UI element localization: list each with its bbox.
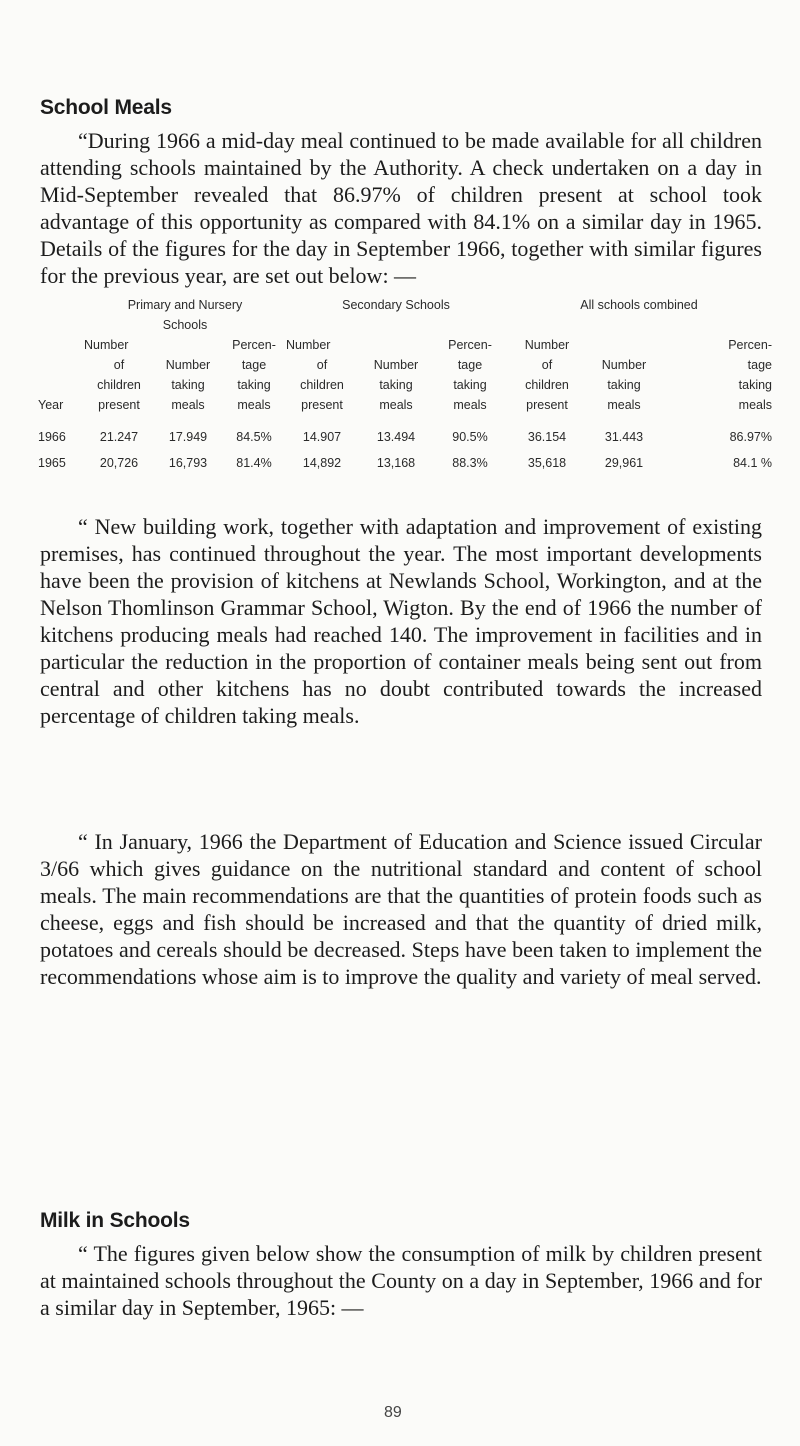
cell-primary-meals: 17.949 bbox=[168, 430, 208, 444]
school-meals-heading: School Meals bbox=[40, 96, 172, 119]
col-primary-percent-l4: meals bbox=[237, 398, 271, 412]
building-work-text: “ New building work, together with adaptation and improvement of existing premises, has continued throughout the year. The most important developments have been the provision of kitchens at Newlands School, Workington, and at the Nelson Thomlinson Grammar School, Wigton. By the end of 1966 the number of kitchens producing meals had reached 140. The improvement in facilities and in particular the reduction in the proportion of container meals being sent out from central and other kitchens has no doubt contributed towards the increased percentage of children taking meals. bbox=[40, 514, 762, 728]
cell-secondary-percent: 90.5% bbox=[452, 430, 488, 444]
milk-intro-text: “ The figures given below show the consumption of milk by children present at maintained schools throughout the County on a day in September, 1966 and for a similar day in September, 1965: — bbox=[40, 1241, 762, 1320]
cell-primary-children: 20,726 bbox=[99, 456, 139, 470]
col-secondary-percent: Percen- bbox=[448, 338, 492, 352]
col-all-percent-l3: taking bbox=[738, 378, 772, 392]
cell-primary-meals: 16,793 bbox=[168, 456, 208, 470]
col-all-children-l2: of bbox=[541, 358, 553, 372]
col-year: Year bbox=[38, 398, 64, 412]
cell-all-percent: 84.1 % bbox=[733, 456, 772, 470]
col-primary-percent-l2: tage bbox=[241, 358, 267, 372]
col-primary-meals-l3: meals bbox=[171, 398, 205, 412]
row-year: 1965 bbox=[38, 456, 66, 470]
group-all-schools: All schools combined bbox=[580, 298, 698, 312]
col-primary-children-l2: of bbox=[113, 358, 125, 372]
col-primary-meals: Number bbox=[165, 358, 211, 372]
cell-secondary-meals: 13,168 bbox=[376, 456, 416, 470]
col-secondary-meals-l2: taking bbox=[379, 378, 413, 392]
school-meals-intro bbox=[40, 127, 762, 289]
col-primary-percent-l3: taking bbox=[237, 378, 271, 392]
col-primary-meals-l2: taking bbox=[171, 378, 205, 392]
col-all-children-l3: children bbox=[525, 378, 569, 392]
col-primary-percent: Percen- bbox=[232, 338, 276, 352]
col-primary-children-l4: present bbox=[98, 398, 140, 412]
col-primary-children-l3: children bbox=[97, 378, 141, 392]
cell-all-meals: 29,961 bbox=[604, 456, 644, 470]
col-secondary-percent-l4: meals bbox=[453, 398, 487, 412]
school-meals-intro-text: “During 1966 a mid-day meal continued to be made available for all children attending schools maintained by the Authority. A check undertaken on a day in Mid-September revealed that 86.97% of children present at school took advantage of this opportunity as compared with 84.1% on a similar day in 1965. Details of the figures for the day in September 1966, together with similar figures for the previous year, are set out below: — bbox=[40, 128, 762, 288]
cell-secondary-children: 14,892 bbox=[302, 456, 342, 470]
cell-primary-children: 21.247 bbox=[99, 430, 139, 444]
col-secondary-meals: Number bbox=[373, 358, 419, 372]
col-all-percent-l4: meals bbox=[738, 398, 772, 412]
cell-primary-percent: 84.5% bbox=[236, 430, 272, 444]
milk-intro-paragraph bbox=[40, 1240, 762, 1321]
cell-all-percent: 86.97% bbox=[729, 430, 772, 444]
col-secondary-percent-l2: tage bbox=[457, 358, 483, 372]
table-row bbox=[38, 418, 772, 444]
cell-all-children: 36.154 bbox=[527, 430, 567, 444]
col-secondary-children-l2: of bbox=[316, 358, 328, 372]
col-primary-children: Number bbox=[84, 338, 129, 352]
col-all-percent: Percen- bbox=[728, 338, 772, 352]
col-all-children-l4: present bbox=[526, 398, 568, 412]
building-work-paragraph bbox=[40, 513, 762, 729]
col-all-meals: Number bbox=[601, 358, 647, 372]
col-secondary-children-l3: children bbox=[300, 378, 344, 392]
circular-text: “ In January, 1966 the Department of Education and Science issued Circular 3/66 which gives guidance on the nutritional standard and content of school meals. The main recommendations are that the quantities of protein foods such as cheese, eggs and fish should be increased and that the quantity of dried milk, potatoes and cereals should be decreased. Steps have been taken to implement the recommendations whose aim is to improve the quality and variety of meal served. bbox=[40, 829, 762, 989]
cell-secondary-meals: 13.494 bbox=[376, 430, 416, 444]
group-secondary: Secondary Schools bbox=[342, 298, 450, 312]
col-all-children: Number bbox=[524, 338, 570, 352]
cell-all-meals: 31.443 bbox=[604, 430, 644, 444]
cell-secondary-children: 14.907 bbox=[302, 430, 342, 444]
meals-statistics-table bbox=[38, 298, 772, 470]
col-all-percent-l2: tage bbox=[747, 358, 772, 372]
row-year: 1966 bbox=[38, 430, 66, 444]
milk-in-schools-heading: Milk in Schools bbox=[40, 1209, 190, 1232]
col-all-meals-l2: taking bbox=[607, 378, 641, 392]
cell-primary-percent: 81.4% bbox=[236, 456, 272, 470]
cell-secondary-percent: 88.3% bbox=[452, 456, 488, 470]
group-primary-nursery-line2: Schools bbox=[162, 318, 208, 332]
circular-paragraph bbox=[40, 828, 762, 990]
group-primary-nursery: Primary and Nursery bbox=[127, 298, 243, 312]
table-row bbox=[38, 444, 772, 470]
col-secondary-children: Number bbox=[286, 338, 331, 352]
page-number: 89 bbox=[384, 1404, 402, 1421]
cell-all-children: 35,618 bbox=[527, 456, 567, 470]
col-secondary-percent-l3: taking bbox=[453, 378, 487, 392]
col-secondary-children-l4: present bbox=[301, 398, 343, 412]
col-secondary-meals-l3: meals bbox=[379, 398, 413, 412]
col-all-meals-l3: meals bbox=[607, 398, 641, 412]
